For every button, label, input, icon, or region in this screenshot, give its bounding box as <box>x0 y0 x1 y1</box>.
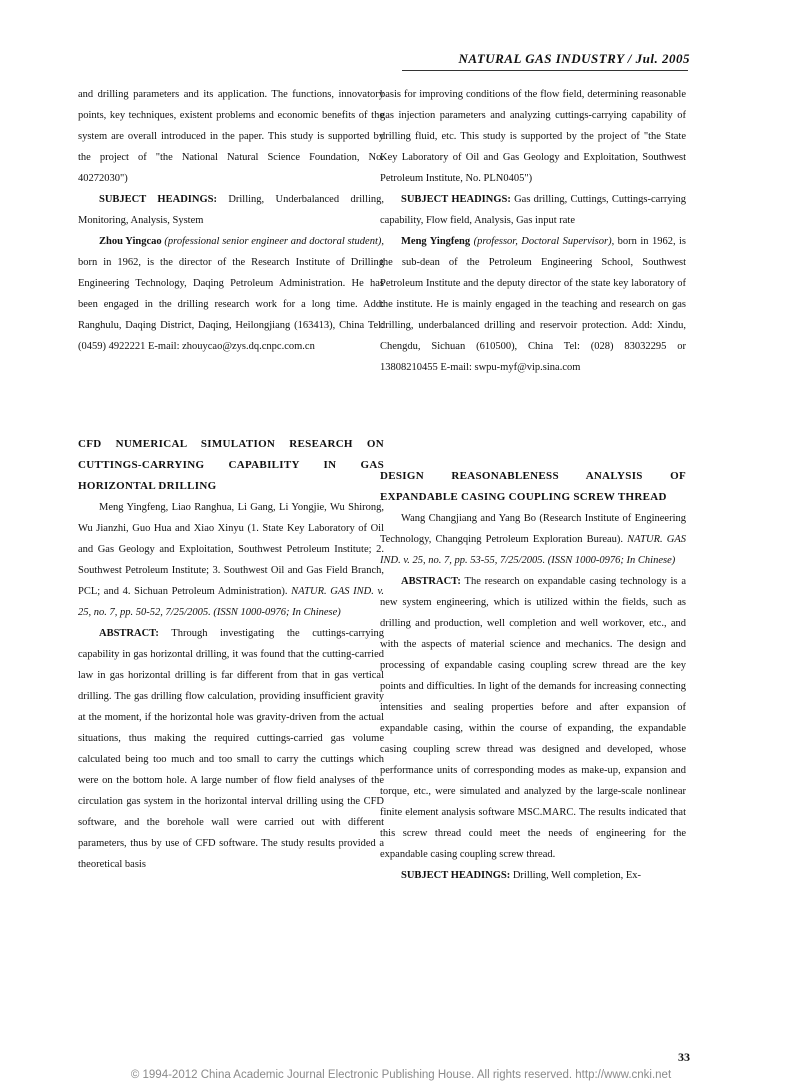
bio-text: , born in 1962, is the director of the Research Institute of Drilling Engineering Technology, Daqing Petroleum Administration. He has been engaged in the drilling research work for a long time. Add: Ranghulu, Daqing District, Daqing, Heilongjiang (163413), China Tel: (0459) 4922221 E-mail: zhouycao@zys.dq.cnpc.com.cn <box>78 236 385 352</box>
subject-headings-text: Drilling, Well completion, Ex- <box>510 870 641 881</box>
subject-headings-label: SUBJECT HEADINGS: <box>401 870 511 881</box>
abstract-label: ABSTRACT: <box>99 628 159 639</box>
bio-role: (professor, Doctoral Supervisor) <box>470 236 612 247</box>
abstract-expandable-casing <box>380 571 686 865</box>
subject-headings-label: SUBJECT HEADINGS: <box>401 194 511 205</box>
subject-headings-2 <box>380 189 686 231</box>
right-carryover-text: basis for improving conditions of the flow field, determining reasonable gas injection parameters and analyzing cuttings-carrying capability of drilling fluid, etc. This study is supported by the project of "the State Key Laboratory of Oil and Gas Geology and Exploitation, Southwest Petroleum Institute, No. PLN0405") <box>380 89 686 184</box>
subject-headings-1 <box>78 189 384 231</box>
copyright-footer: © 1994-2012 China Academic Journal Electronic Publishing House. All rights reserved. http://www.cnki.net <box>130 1069 672 1081</box>
right-column <box>380 84 686 886</box>
bio-text: , born in 1962, is the sub-dean of the Petroleum Engineering School, Southwest Petroleum Institute and the deputy director of the state key laboratory of the institute. He is mainly engaged in the teaching and research on gas drilling, underbalanced drilling and reservoir protection. Add: Xindu, Chengdu, Sichuan (610500), China Tel: (028) 83032295 or 13808210455 E-mail: swpu-myf@vip.sina.com <box>380 236 687 373</box>
bio-role: (professional senior engineer and doctoral student) <box>161 236 382 247</box>
subject-headings-text: Gas drilling, Cuttings, Cuttings-carrying capability, Flow field, Analysis, Gas input rate <box>380 194 686 226</box>
authors-affiliations: Meng Yingfeng, Liao Ranghua, Li Gang, Li Yongjie, Wu Shirong, Wu Jianzhi, Guo Hua and Xiao Xinyu (1. State Key Laboratory of Oil and Gas Geology and Exploitation, Southwest Petroleum Institute; 2. Southwest Petroleum Institute; 3. Southwest Oil and Gas Field Branch, PCL; and 4. Sichuan Petroleum Administration). <box>78 502 384 597</box>
running-head: NATURAL GAS INDUSTRY / Jul. 2005 <box>458 51 690 66</box>
abstract-text: Through investigating the cuttings-carrying capability in gas horizontal drilling, it was found that the cutting-carried law in gas horizontal drilling is far different from that in gas vertical drilling. The gas drilling flow calculation, providing insufficient gravity at the moment, if the horizontal hole was gravity-driven from the actual situations, thus making the required cuttings-carried gas volume calculated being too much and too small to carry the cuttings which were on the bottom hole. A large number of flow field analyses of the circulation gas system in the horizontal interval drilling using the CFD software, and the borehole wall were carried out with different parameters, thus by use of CFD software. The study results provided a theoretical basis <box>78 628 384 870</box>
author-bio-1 <box>78 231 384 357</box>
bio-name: Zhou Yingcao <box>99 236 162 247</box>
journal-citation: NATUR. GAS IND. v. 25, no. 7, pp. 50-52, 7/25/2005. (ISSN 1000-0976; In Chinese) <box>78 586 384 618</box>
spacer <box>78 357 384 434</box>
article-authors-expandable-casing <box>380 508 686 571</box>
left-column <box>78 84 384 875</box>
subject-headings-3 <box>380 865 686 886</box>
page-number: 33 <box>678 1050 690 1064</box>
article-title-expandable-casing: DESIGN REASONABLENESS ANALYSIS OF EXPANDABLE CASING COUPLING SCREW THREAD <box>380 470 686 503</box>
spacer <box>380 378 686 466</box>
subject-headings-label: SUBJECT HEADINGS: <box>99 194 217 205</box>
author-bio-2 <box>380 231 686 378</box>
article-authors-cfd <box>78 497 384 623</box>
running-head-rule <box>402 70 688 71</box>
authors-affiliations: Wang Changjiang and Yang Bo (Research Institute of Engineering Technology, Changqing Petroleum Exploration Bureau). <box>380 513 686 545</box>
journal-citation: NATUR. GAS IND. v. 25, no. 7, pp. 53-55, 7/25/2005. (ISSN 1000-0976; In Chinese) <box>380 534 686 566</box>
bio-name: Meng Yingfeng <box>401 236 471 247</box>
abstract-label: ABSTRACT: <box>401 576 461 587</box>
abstract-cfd <box>78 623 384 875</box>
abstract-text: The research on expandable casing technology is a new system engineering, which is utilized within the fields, such as drilling and production, well completion and well workover, etc., and with the aspects of material science and mechanics. The design and processing of expandable casing coupling screw thread are the key points and difficulties. In light of the demands for increasing connecting intensities and sealing properties before and after expansion of expandable casing, within the course of expanding, the expandable casing coupling screw thread was designed and developed, whose performance units of corresponding modes as make-up, expansion and torque, etc., were simulated and analyzed by the large-scale nonlinear finite element analysis software MSC.MARC. The results indicated that this screw thread could meet the needs of engineering for the expandable casing coupling screw thread. <box>380 576 686 860</box>
left-carryover-text: and drilling parameters and its application. The functions, innovatory points, key techniques, existent problems and economic benefits of the system are overall introduced in the paper. This study is supported by the project of "the National Natural Science Foundation, No. 40272030") <box>78 89 384 184</box>
article-title-cfd: CFD NUMERICAL SIMULATION RESEARCH ON CUTTINGS-CARRYING CAPABILITY IN GAS HORIZONTAL DRILLING <box>78 438 384 492</box>
subject-headings-text: Drilling, Underbalanced drilling, Monitoring, Analysis, System <box>78 194 384 226</box>
